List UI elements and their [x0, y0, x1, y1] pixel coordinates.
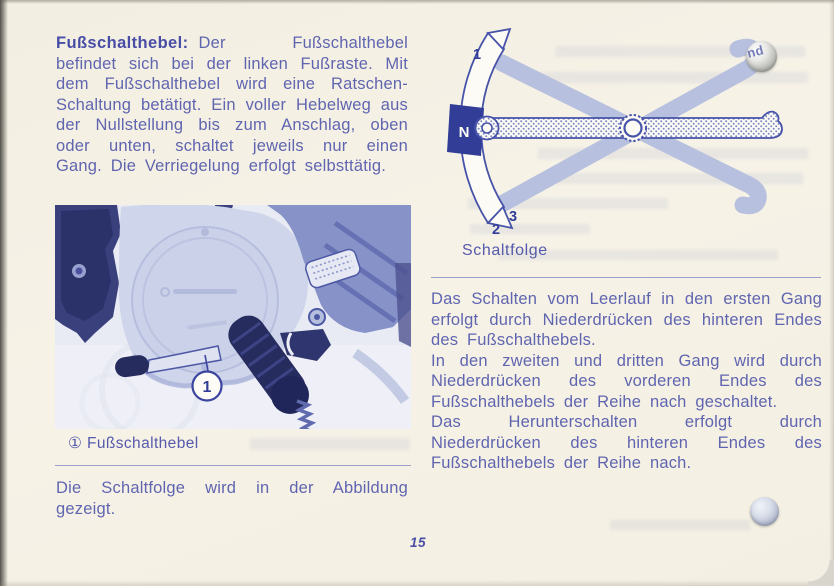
section-heading: Fußschalthebel:	[56, 34, 189, 52]
scan-edge-right	[829, 0, 834, 586]
divider-left-column	[55, 465, 411, 466]
cover-bolt	[201, 228, 209, 236]
paragraph-upshift-first: Das Schalten vom Leerlauf in den ersten Gang erfolgt durch Niederdrücken des hinteren Endes des Fußschalthebels.	[431, 290, 822, 349]
lever-heel-pivot-hole	[482, 123, 492, 133]
show-through-letters: nd	[745, 42, 766, 61]
closing-paragraph: Die Schaltfolge wird in der Abbildung gezeigt.	[56, 479, 408, 518]
photo-caption: ① Fußschalthebel	[68, 435, 199, 452]
show-through-smudge	[610, 520, 750, 530]
photo-foot-shift-lever	[55, 205, 411, 429]
bolt-center	[76, 268, 83, 275]
intro-text: Der Fußschalthebel befindet sich bei der linken Fußraste. Mit dem Fußschalthebel wird eine Ratschen-Schaltung betätigt. Ein voller Hebelweg aus der Nullstellung bis zum Anschlag, oben oder unten, schaltet jeweils nur einen Gang. Die Verriegelung erfolgt selbsttätig.	[56, 34, 408, 175]
diagram-caption: Schaltfolge	[462, 242, 548, 259]
gear-label-2: 2	[491, 222, 501, 238]
scan-edge-left	[0, 0, 8, 586]
paragraph-upshift-higher: In den zweiten und dritten Gang wird durch Niederdrücken des vorderen Endes des Fußschalthebels der Reihe nach geschaltet.	[431, 351, 822, 411]
right-column-text	[431, 289, 822, 474]
scan-edge-bottom	[0, 580, 834, 586]
page-number: 15	[409, 535, 427, 550]
binder-grommet-bottom	[750, 497, 779, 526]
intro-paragraph	[56, 33, 408, 177]
gear-label-1: 1	[472, 47, 482, 63]
paragraph-downshift: Das Herunterschalten erfolgt durch Niederdrücken des hinteren Endes des Fußschalthebels der Reihe nach.	[431, 413, 822, 472]
photo-illustration	[55, 205, 411, 429]
scan-edge-top	[0, 0, 834, 4]
cover-emboss	[173, 289, 237, 294]
binder-grommet-top	[746, 41, 777, 72]
callout-number: 1	[202, 379, 212, 396]
page-corner	[808, 560, 834, 586]
gear-label-3: 3	[508, 209, 518, 225]
divider-right-column	[431, 277, 821, 278]
neutral-label: N	[458, 124, 470, 141]
guard-bolt-center	[314, 314, 320, 320]
